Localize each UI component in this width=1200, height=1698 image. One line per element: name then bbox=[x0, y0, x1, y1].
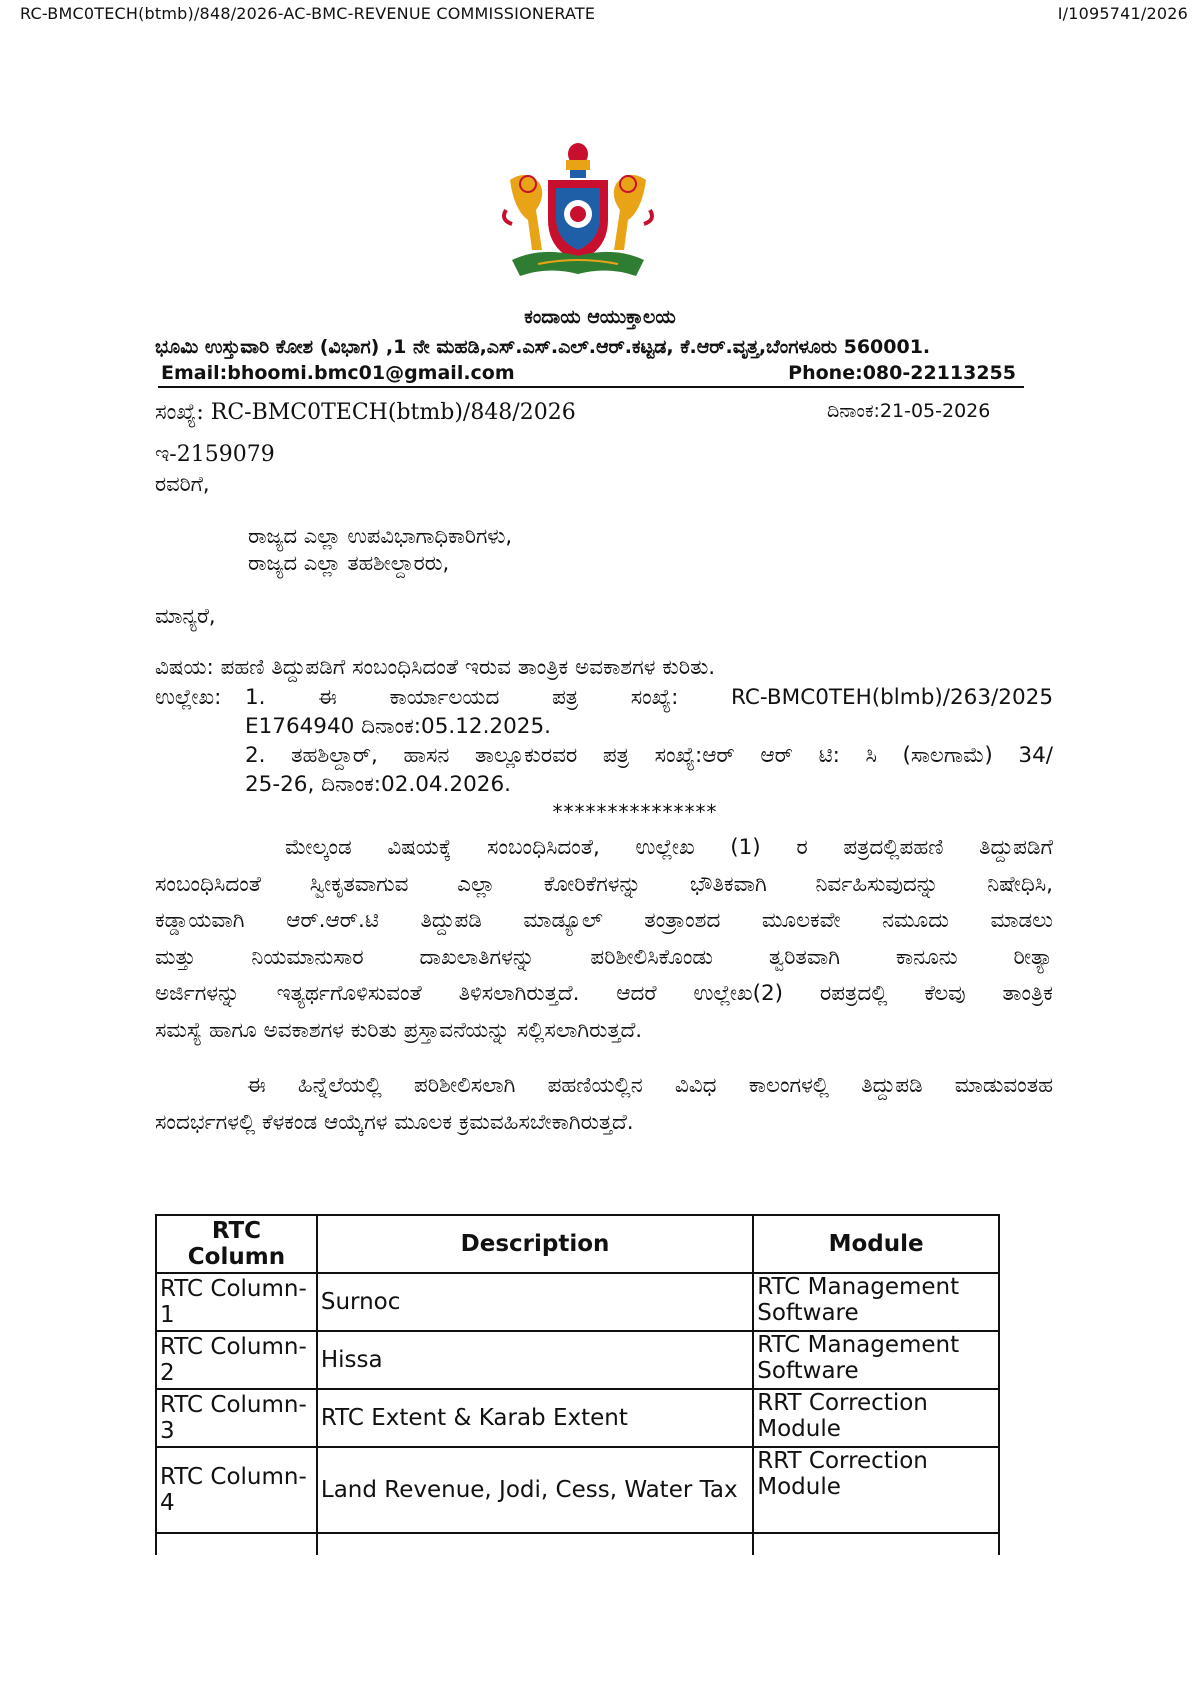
table-header-row bbox=[156, 1215, 999, 1273]
paragraph-2 bbox=[155, 1068, 1053, 1141]
letter-date: ದಿನಾಂಕ:21-05-2026 bbox=[827, 400, 991, 422]
reference-label: ಉಲ್ಲೇಖ: bbox=[155, 685, 222, 710]
subject-label: ವಿಷಯ: bbox=[155, 655, 214, 680]
module-cell bbox=[753, 1533, 999, 1555]
reference-2-line-1: 2. ತಹಶಿಲ್ದಾರ್, ಹಾಸನ ತಾಲ್ಲೂಕುರವರ ಪತ್ರ ಸಂಖ್ಯೆ:ಆರ್ ಆರ್ ಟಿ: ಸಿ (ಸಾಲಗಾಮೆ) 34/ bbox=[245, 743, 1053, 768]
letter-number: ಸಂಖ್ಯೆ: RC-BMC0TECH(btmb)/848/2026 bbox=[155, 400, 576, 425]
header-description: Description bbox=[317, 1215, 753, 1273]
rtc-column-cell: RTC Column-3 bbox=[156, 1389, 317, 1447]
paragraph-2-line: ಸಂದರ್ಭಗಳಲ್ಲಿ ಕೆಳಕಂಡ ಆಯ್ಕೆಗಳ ಮೂಲಕ ಕ್ರಮವಹಿಸಬೇಕಾಗಿರುತ್ತದೆ. bbox=[155, 1109, 634, 1135]
paragraph-1-line: ಮತ್ತು ನಿಯಮಾನುಸಾರ ದಾಖಲಾತಿಗಳನ್ನು ಪರಿಶೀಲಿಸಿಕೊಂಡು ತ್ವರಿತವಾಗಿ ಕಾನೂನು ರೀತ್ಯಾ bbox=[155, 944, 1053, 970]
file-number: I/1095741/2026 bbox=[1057, 4, 1188, 23]
recipient-2: ರಾಜ್ಯದ ಎಲ್ಲಾ ತಹಶೀಲ್ದಾರರು, bbox=[248, 551, 450, 575]
recipient-1: ರಾಜ್ಯದ ಎಲ್ಲಾ ಉಪವಿಭಾಗಾಧಿಕಾರಿಗಳು, bbox=[248, 524, 513, 548]
table-row bbox=[156, 1533, 999, 1555]
e-number: ಇ-2159079 bbox=[155, 442, 275, 467]
rtc-column-cell: RTC Column-1 bbox=[156, 1273, 317, 1331]
subject-text: ಪಹಣಿ ತಿದ್ದುಪಡಿಗೆ ಸಂಬಂಧಿಸಿದಂತೆ ಇರುವ ತಾಂತ್ರಿಕ ಅವಕಾಶಗಳ ಕುರಿತು. bbox=[220, 655, 716, 680]
rtc-column-cell bbox=[156, 1533, 317, 1555]
paragraph-1-line: ಸಂಬಂಧಿಸಿದಂತೆ ಸ್ವೀಕೃತವಾಗುವ ಎಲ್ಲಾ ಕೋರಿಕೆಗಳನ್ನು ಭೌತಿಕವಾಗಿ ನಿರ್ವಹಿಸುವುದನ್ನು ನಿಷೇಧಿಸಿ, bbox=[155, 871, 1053, 897]
rtc-column-table bbox=[155, 1214, 1000, 1555]
reference-2-line-2: 25-26, ದಿನಾಂಕ:02.04.2026. bbox=[245, 772, 511, 797]
module-cell: RTC Management Software bbox=[753, 1331, 999, 1389]
description-cell: Land Revenue, Jodi, Cess, Water Tax bbox=[317, 1447, 753, 1533]
description-cell: Surnoc bbox=[317, 1273, 753, 1331]
module-cell: RRT Correction Module bbox=[753, 1447, 999, 1533]
reference-1-line-1: 1. ಈ ಕಾರ್ಯಾಲಯದ ಪತ್ರ ಸಂಖ್ಯೆ: RC-BMC0TEH(blmb)/263/2025 bbox=[245, 685, 1053, 710]
module-cell: RTC Management Software bbox=[753, 1273, 999, 1331]
description-cell: Hissa bbox=[317, 1331, 753, 1389]
table-row bbox=[156, 1389, 999, 1447]
paragraph-1 bbox=[155, 830, 1053, 1049]
header-module: Module bbox=[753, 1215, 999, 1273]
table-row bbox=[156, 1447, 999, 1533]
paragraph-1-line: ಅರ್ಜಿಗಳನ್ನು ಇತ್ಯರ್ಥಗೊಳಿಸುವಂತೆ ತಿಳಿಸಲಾಗಿರುತ್ತದೆ. ಆದರೆ ಉಲ್ಲೇಖ(2) ರಪತ್ರದಲ್ಲಿ ಕೆಲವು ತಾಂತ್ರಿಕ bbox=[155, 981, 1053, 1006]
office-address: ಭೂಮಿ ಉಸ್ತುವಾರಿ ಕೋಶ (ವಿಭಾಗ) ,1 ನೇ ಮಹಡಿ,ಎಸ್.ಎಸ್.ಎಲ್.ಆರ್.ಕಟ್ಟಡ, ಕೆ.ಆರ್.ವೃತ್ತ,ಬೆಂಗಳೂರು 560001. bbox=[155, 336, 931, 358]
description-cell bbox=[317, 1533, 753, 1555]
office-name: ಕಂದಾಯ ಆಯುಕ್ತಾಲಯ bbox=[524, 306, 676, 328]
office-email: Email:bhoomi.bmc01@gmail.com bbox=[161, 362, 515, 384]
header-rtc-column: RTC Column bbox=[156, 1215, 317, 1273]
paragraph-1-line: ಸಮಸ್ಯೆ ಹಾಗೂ ಅವಕಾಶಗಳ ಕುರಿತು ಪ್ರಸ್ತಾವನೆಯನ್ನು ಸಲ್ಲಿಸಲಾಗಿರುತ್ತದೆ. bbox=[155, 1017, 643, 1043]
description-cell: RTC Extent & Karab Extent bbox=[317, 1389, 753, 1447]
rtc-column-cell: RTC Column-2 bbox=[156, 1331, 317, 1389]
office-phone: Phone:080-22113255 bbox=[788, 362, 1016, 384]
karnataka-emblem-icon bbox=[498, 140, 658, 290]
file-reference: RC-BMC0TECH(btmb)/848/2026-AC-BMC-REVENUE COMMISSIONERATE bbox=[20, 4, 596, 23]
separator: *************** bbox=[552, 800, 718, 824]
contact-line bbox=[158, 362, 1024, 388]
paragraph-1-line: ಮೇಲ್ಕಂಡ ವಿಷಯಕ್ಕೆ ಸಂಬಂಧಿಸಿದಂತೆ, ಉಲ್ಲೇಖ (1) ರ ಪತ್ರದಲ್ಲಿಪಹಣಿ ತಿದ್ದುಪಡಿಗೆ bbox=[285, 835, 1053, 860]
salutation: ಮಾನ್ಯರೆ, bbox=[155, 604, 216, 628]
paragraph-1-line: ಕಡ್ಡಾಯವಾಗಿ ಆರ್.ಆರ್.ಟಿ ತಿದ್ದುಪಡಿ ಮಾಡ್ಯೂಲ್ ತಂತ್ರಾಂಶದ ಮೂಲಕವೇ ನಮೂದು ಮಾಡಲು bbox=[155, 908, 1053, 933]
module-cell: RRT Correction Module bbox=[753, 1389, 999, 1447]
to-label: ರವರಿಗೆ, bbox=[155, 472, 210, 496]
table-row bbox=[156, 1331, 999, 1389]
subject-line bbox=[155, 654, 1053, 682]
reference-1-line-2: E1764940 ದಿನಾಂಕ:05.12.2025. bbox=[245, 714, 551, 739]
rtc-column-cell: RTC Column-4 bbox=[156, 1447, 317, 1533]
table-row bbox=[156, 1273, 999, 1331]
paragraph-2-line: ಈ ಹಿನ್ನೆಲೆಯಲ್ಲಿ ಪರಿಶೀಲಿಸಲಾಗಿ ಪಹಣಿಯಲ್ಲಿನ ವಿವಿಧ ಕಾಲಂಗಳಲ್ಲಿ ತಿದ್ದುಪಡಿ ಮಾಡುವಂತಹ bbox=[247, 1073, 1053, 1098]
